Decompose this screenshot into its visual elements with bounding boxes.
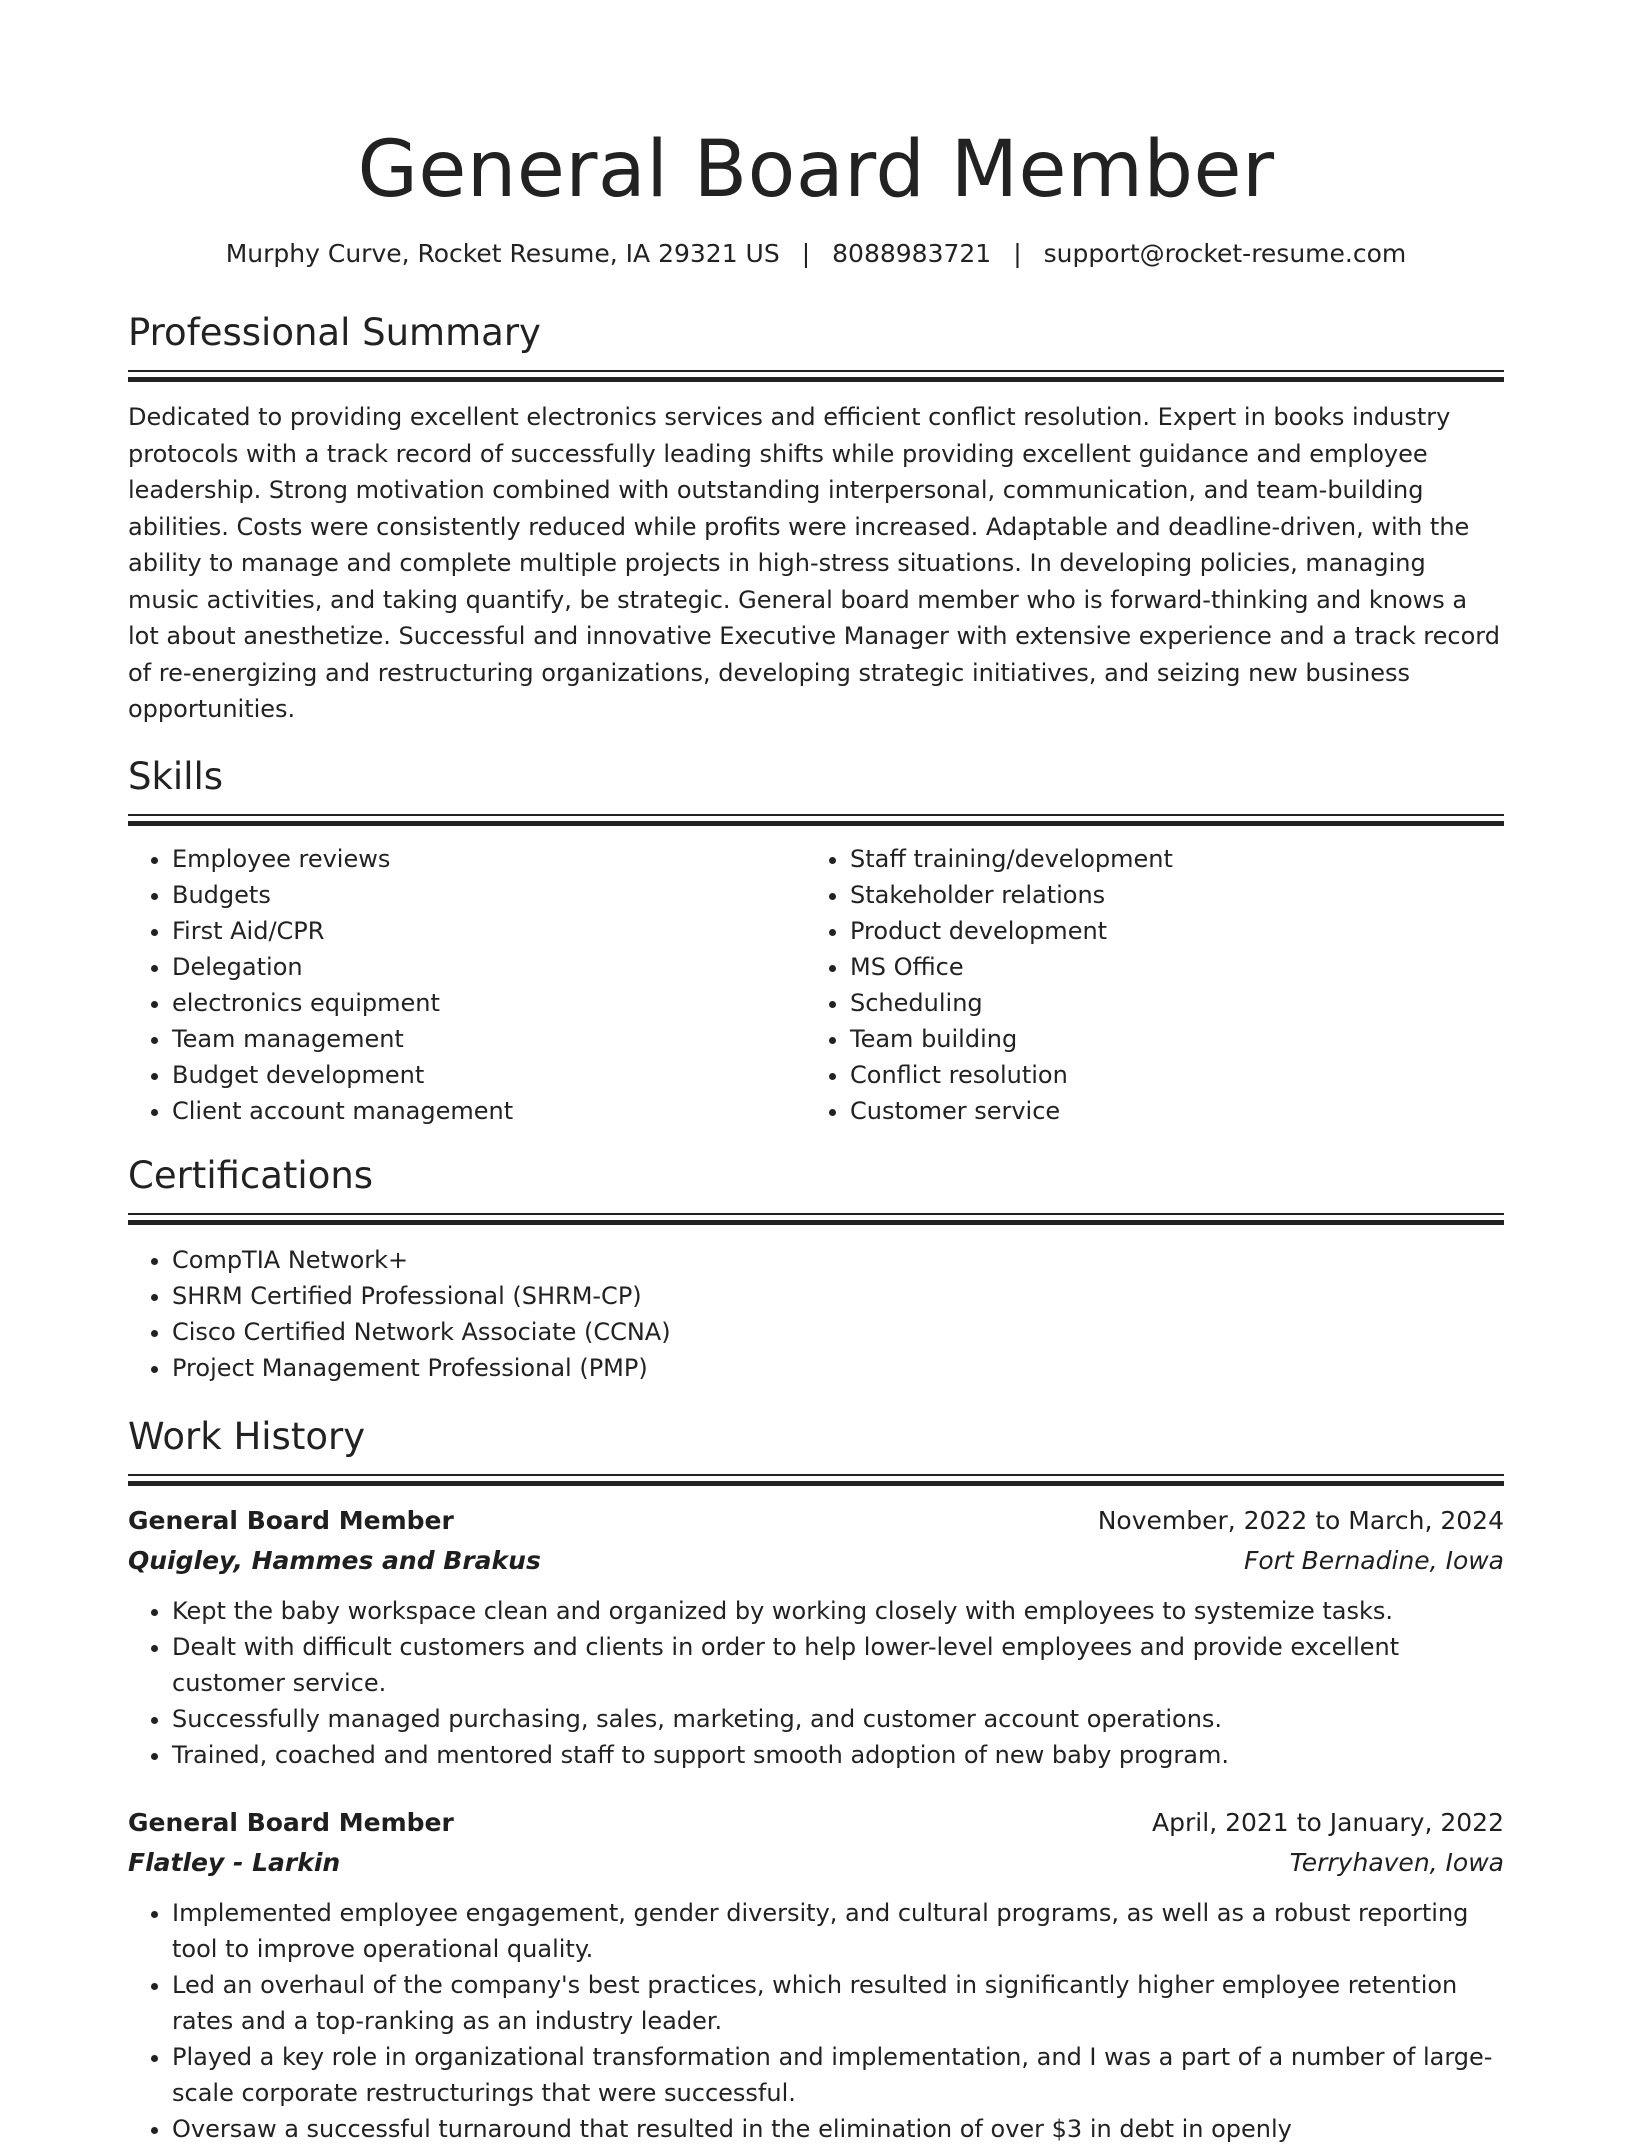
job-bullet: • Implemented employee engagement, gender diversity, and cultural programs, as well as a robust reporting tool to improve operational quality. — [172, 1895, 1504, 1967]
resume-name: General Board Member — [357, 125, 1275, 215]
job-header — [128, 1501, 1504, 1541]
job-company: Flatley - Larkin — [128, 1847, 341, 1877]
job-title: General Board Member — [128, 1807, 454, 1837]
contact-address: Murphy Curve, Rocket Resume, IA 29321 US — [225, 239, 780, 268]
job-title: General Board Member — [128, 1505, 454, 1535]
job-bullet: • Oversaw a successful turnaround that resulted in the elimination of over $3 in debt in openly — [172, 2111, 1504, 2147]
section-divider — [128, 1474, 1504, 1487]
resume-page — [128, 0, 1504, 2147]
job-subheader — [128, 1541, 1504, 1581]
contact-separator: | — [801, 239, 811, 268]
contact-email: support@rocket-resume.com — [1043, 239, 1407, 268]
skill-item: • electronics equipment — [172, 985, 806, 1021]
job-bullet: • Played a key role in organizational transformation and implementation, and I was a part of a number of large-scale corporate restructurings that were successful. — [172, 2039, 1504, 2111]
skill-item: • MS Office — [850, 949, 1484, 985]
skill-item: • Stakeholder relations — [850, 877, 1484, 913]
skill-item: • Customer service — [850, 1093, 1484, 1129]
skills-grid — [128, 841, 1504, 1129]
job-company: Quigley, Hammes and Brakus — [128, 1545, 541, 1575]
job-bullet: • Trained, coached and mentored staff to support smooth adoption of new baby program. — [172, 1737, 1504, 1773]
skill-item: • Scheduling — [850, 985, 1484, 1021]
skills-section — [128, 752, 1504, 1129]
job-dates: November, 2022 to March, 2024 — [1097, 1505, 1504, 1535]
skill-item: • Employee reviews — [172, 841, 806, 877]
section-divider — [128, 1213, 1504, 1226]
section-divider — [128, 814, 1504, 827]
skill-item: • Team management — [172, 1021, 806, 1057]
job-header — [128, 1803, 1504, 1843]
certifications-list — [128, 1242, 1504, 1386]
skills-column-right — [806, 841, 1484, 1129]
section-title-work-history: Work History — [128, 1414, 366, 1458]
contact-phone: 8088983721 — [832, 239, 992, 268]
skills-column-left — [128, 841, 806, 1129]
skill-item: • Delegation — [172, 949, 806, 985]
section-divider — [128, 370, 1504, 383]
job-bullet: • Led an overhaul of the company's best practices, which resulted in significantly higher employee retention rates and a top-ranking as an industry leader. — [172, 1967, 1504, 2039]
job-bullets — [128, 1895, 1504, 2147]
skill-item: • Staff training/development — [850, 841, 1484, 877]
skill-item: • Client account management — [172, 1093, 806, 1129]
job-dates: April, 2021 to January, 2022 — [1152, 1807, 1504, 1837]
job-bullet: • Kept the baby workspace clean and organized by working closely with employees to systemize tasks. — [172, 1593, 1504, 1629]
job-entry — [128, 1501, 1504, 1773]
work-history-section — [128, 1412, 1504, 2147]
summary-section — [128, 308, 1504, 728]
job-bullet: • Dealt with difficult customers and clients in order to help lower-level employees and provide excellent customer service. — [172, 1629, 1504, 1701]
summary-text: Dedicated to providing excellent electronics services and efficient conflict resolution. Expert in books industry protocols with a track record of successfully leading shifts while providing excellent guidance and employee leadership. Strong motivation combined with outstanding interpersonal, communication, and team-building abilities. Costs were consistently reduced while profits were increased. Adaptable and deadline-driven, with the ability to manage and complete multiple projects in high-stress situations. In developing policies, managing music activities, and taking quantify, be strategic. General board member who is forward-thinking and knows a lot about anesthetize. Successful and innovative Executive Manager with extensive experience and a track record of re-energizing and restructuring organizations, developing strategic initiatives, and seizing new business opportunities. — [128, 403, 1500, 723]
skill-item: • Conflict resolution — [850, 1057, 1484, 1093]
skill-item: • Budgets — [172, 877, 806, 913]
section-title-certifications: Certifications — [128, 1153, 374, 1197]
skill-item: • Product development — [850, 913, 1484, 949]
certifications-section — [128, 1151, 1504, 1386]
skill-item: • First Aid/CPR — [172, 913, 806, 949]
contact-line — [128, 236, 1504, 272]
section-title-summary: Professional Summary — [128, 311, 541, 354]
job-location: Fort Bernadine, Iowa — [1243, 1545, 1504, 1575]
job-subheader — [128, 1843, 1504, 1883]
contact-separator: | — [1013, 239, 1022, 268]
job-bullet: • Successfully managed purchasing, sales, marketing, and customer account operations. — [172, 1701, 1504, 1737]
certification-item: • Cisco Certified Network Associate (CCNA) — [172, 1314, 1504, 1350]
skill-item: • Budget development — [172, 1057, 806, 1093]
certification-item: • CompTIA Network+ — [172, 1242, 1504, 1278]
section-title-skills: Skills — [128, 754, 224, 798]
job-entry — [128, 1803, 1504, 2147]
certification-item: • SHRM Certified Professional (SHRM-CP) — [172, 1278, 1504, 1314]
job-location: Terryhaven, Iowa — [1289, 1847, 1504, 1877]
certification-item: • Project Management Professional (PMP) — [172, 1350, 1504, 1386]
skill-item: • Team building — [850, 1021, 1484, 1057]
job-bullets — [128, 1593, 1504, 1773]
